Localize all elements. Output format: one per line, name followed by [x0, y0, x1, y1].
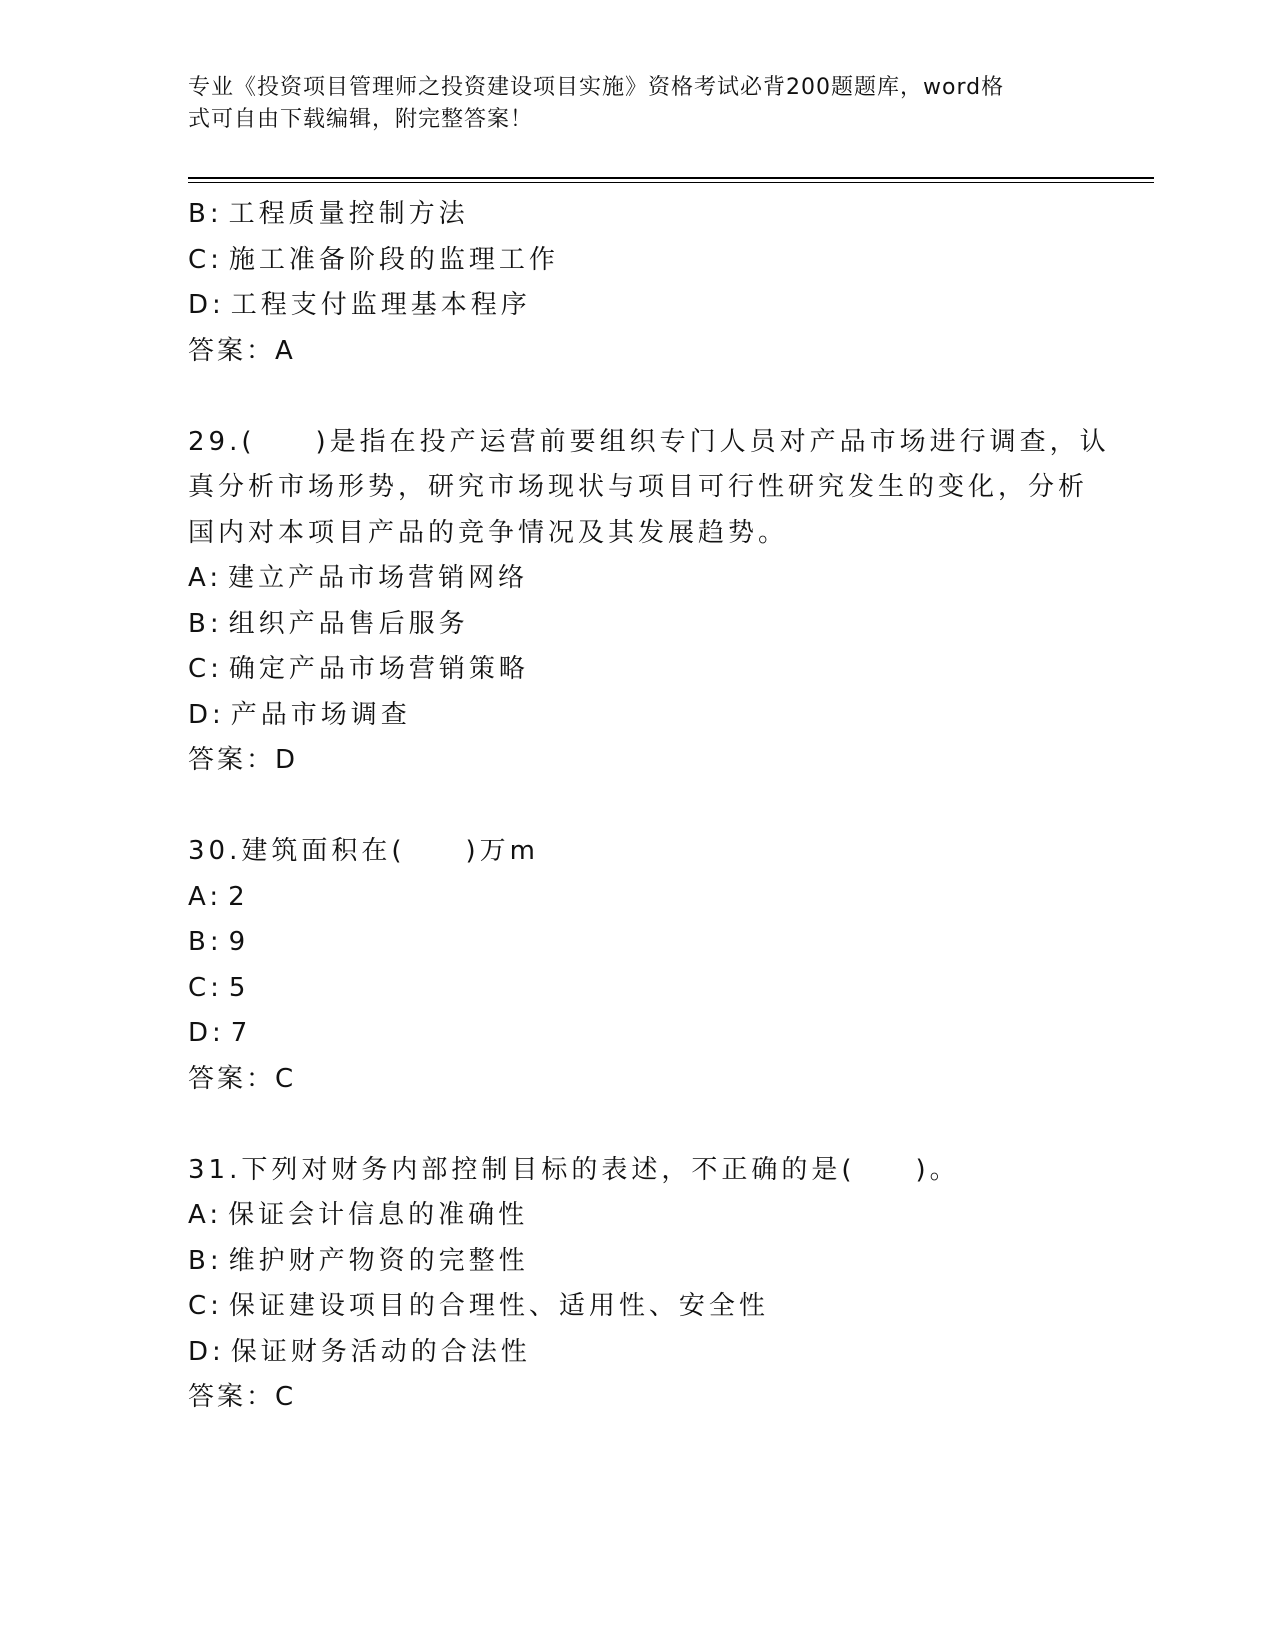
option-a: A: 建立产品市场营销网络: [188, 563, 529, 593]
answer: 答案：C: [188, 1382, 297, 1412]
question-list: [188, 192, 1110, 1421]
option-d: D: 工程支付监理基本程序: [188, 290, 531, 320]
question-stem: 29.( )是指在投产运营前要组织专门人员对产品市场进行调查，认 真分析市场形势，研究市场现状与项目可行性研究发生的变化，分析 国内对本项目产品的竞争情况及其发展趋势。: [188, 426, 1110, 548]
option-c: C: 保证建设项目的合理性、适用性、安全性: [188, 1291, 769, 1321]
option-d: D: 产品市场调查: [188, 699, 411, 730]
option-d: D: 7: [188, 1018, 252, 1048]
question-31: [188, 1148, 1088, 1421]
header-line-2: 式可自由下载编辑，附完整答案！: [188, 107, 534, 132]
question-stem: 31.下列对财务内部控制目标的表述，不正确的是( )。: [188, 1154, 960, 1185]
answer: 答案：A: [188, 335, 296, 366]
answer: 答案：D: [188, 745, 299, 775]
answer: 答案：C: [188, 1063, 297, 1094]
option-a: A: 保证会计信息的准确性: [188, 1200, 529, 1230]
option-a: A: 2: [188, 881, 249, 912]
option-d: D: 保证财务活动的合法性: [188, 1336, 531, 1367]
header-line-1: 专业《投资项目管理师之投资建设项目实施》资格考试必背200题题库，word格: [188, 75, 1005, 100]
option-c: C: 施工准备阶段的监理工作: [188, 244, 559, 275]
option-b: B: 维护财产物资的完整性: [188, 1245, 529, 1276]
question-29: [188, 420, 1110, 784]
header-divider-thin: [188, 182, 1154, 183]
question-30: [188, 829, 1088, 1102]
option-b: B: 9: [188, 927, 250, 957]
option-c: C: 5: [188, 972, 250, 1003]
question-stem: 30.建筑面积在( )万m: [188, 836, 539, 866]
document-header: [188, 72, 1068, 136]
header-divider-thick: [188, 177, 1154, 179]
option-b: B: 工程质量控制方法: [188, 199, 469, 229]
option-c: C: 确定产品市场营销策略: [188, 654, 529, 684]
question-28-continued: [188, 192, 1088, 374]
option-b: B: 组织产品售后服务: [188, 608, 469, 639]
